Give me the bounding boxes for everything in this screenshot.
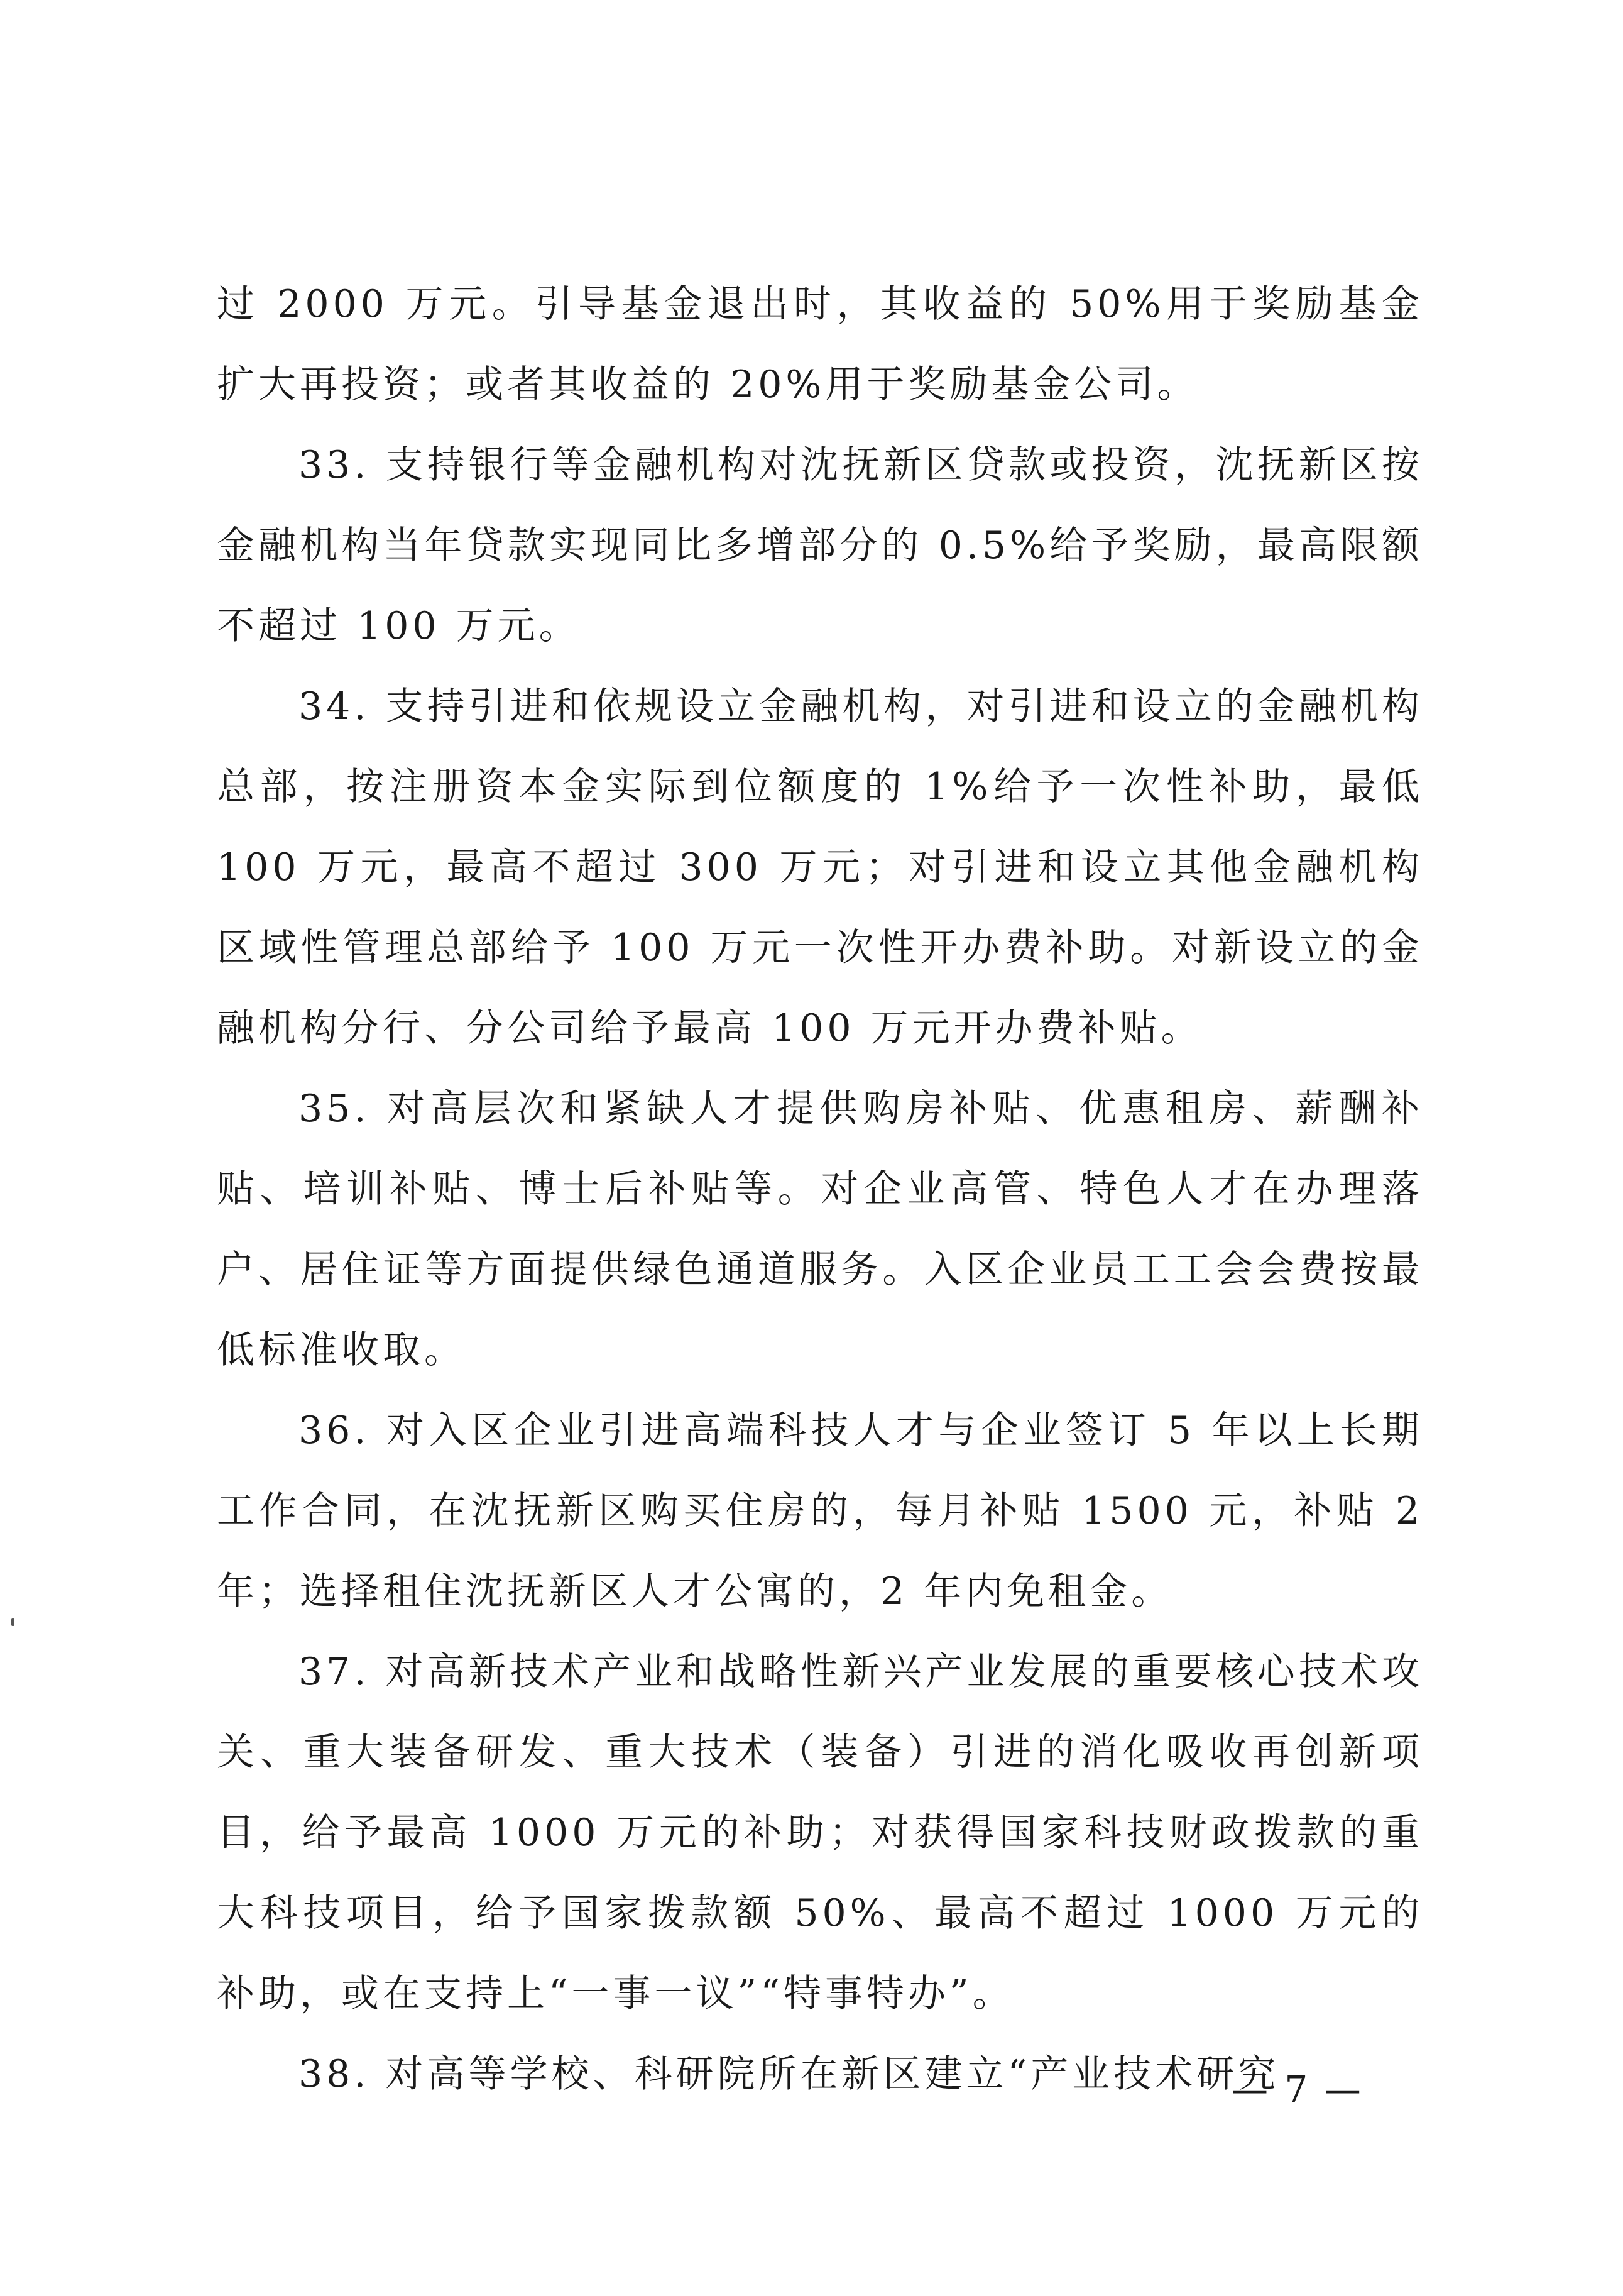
paragraph-continuation: 过 2000 万元。引导基金退出时，其收益的 50%用于奖励基金扩大再投资；或者其收益的 20%用于奖励基金公司。 [217, 282, 1423, 407]
scan-speck [11, 1618, 14, 1626]
paragraph-item-36: 36. 对入区企业引进高端科技人才与企业签订 5 年以上长期工作合同，在沈抚新区购买住房的，每月补贴 1500 元，补贴 2 年；选择租住沈抚新区人才公寓的，2 年内免租金。 [217, 1409, 1423, 1613]
paragraph-item-37: 37. 对高新技术产业和战略性新兴产业发展的重要核心技术攻关、重大装备研发、重大技术（装备）引进的消化吸收再创新项目，给予最高 1000 万元的补助；对获得国家科技财政拨款的重大科技项目，给予国家拨款额 50%、最高不超过 1000 万元的补助，或在支持上“一事一议”“特事特办”。 [217, 1650, 1423, 2016]
paragraph-item-33: 33. 支持银行等金融机构对沈抚新区贷款或投资，沈抚新区按金融机构当年贷款实现同比多增部分的 0.5%给予奖励，最高限额不超过 100 万元。 [217, 443, 1423, 648]
paragraph-item-34: 34. 支持引进和依规设立金融机构，对引进和设立的金融机构总部，按注册资本金实际到位额度的 1%给予一次性补助，最低 100 万元，最高不超过 300 万元；对引进和设立其他金融机构区域性管理总部给予 100 万元一次性开办费补助。对新设立的金融机构分行、分公司给予最高 100 万元开办费补贴。 [217, 684, 1423, 1050]
document-body [217, 264, 1423, 2114]
paragraph-item-35: 35. 对高层次和紧缺人才提供购房补贴、优惠租房、薪酬补贴、培训补贴、博士后补贴等。对企业高管、特色人才在办理落户、居住证等方面提供绿色通道服务。入区企业员工工会会费按最低标准收取。 [217, 1087, 1423, 1372]
page-number: — 7 — [1232, 2068, 1363, 2111]
paragraph-item-38: 38. 对高等学校、科研院所在新区建立“产业技术研究 [298, 2052, 1280, 2096]
